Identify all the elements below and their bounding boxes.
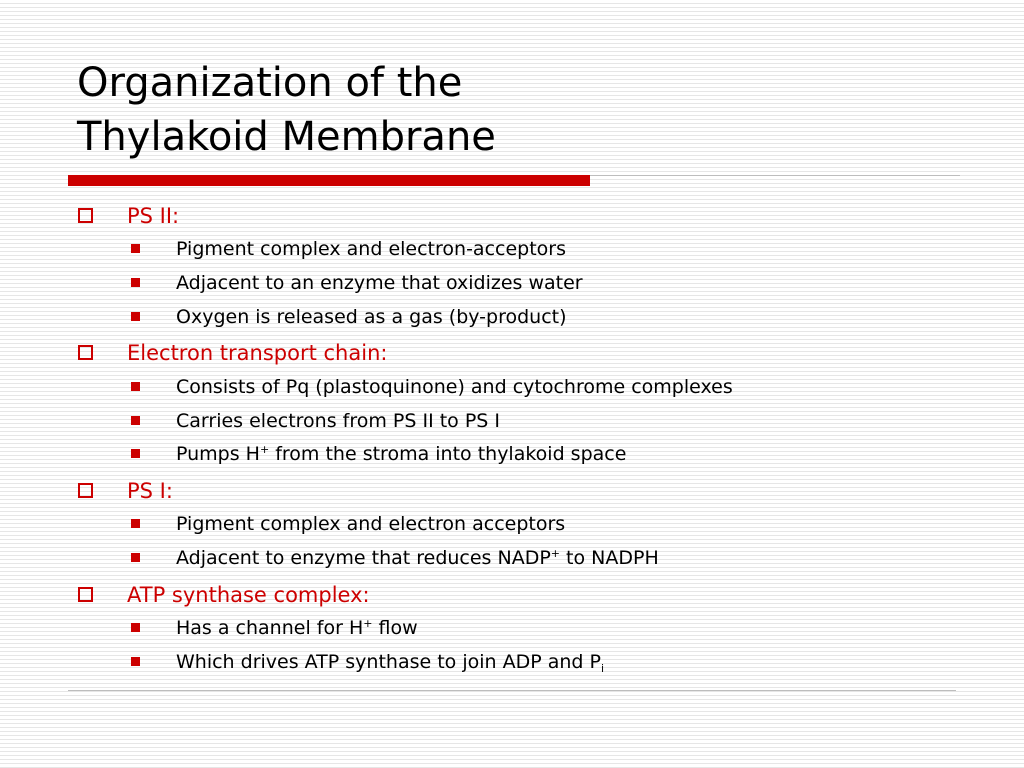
superscript: + — [550, 547, 561, 560]
filled-square-icon — [131, 449, 140, 458]
list-item: Oxygen is released as a gas (by-product) — [176, 306, 567, 328]
section-heading: PS I: — [127, 479, 173, 503]
hollow-square-icon — [78, 345, 93, 360]
slide-title-line-2: Thylakoid Membrane — [77, 114, 496, 160]
subscript: i — [600, 662, 605, 675]
list-item: Consists of Pq (plastoquinone) and cytochrome complexes — [176, 376, 733, 398]
filled-square-icon — [131, 416, 140, 425]
filled-square-icon — [131, 657, 140, 666]
hollow-square-icon — [78, 483, 93, 498]
text-part: from the stroma into thylakoid space — [269, 443, 627, 465]
list-item: Pigment complex and electron-acceptors — [176, 238, 566, 260]
text-part: Has a channel for H — [176, 617, 364, 639]
text-part: Pumps H — [176, 443, 260, 465]
slide-title-line-1: Organization of the — [77, 60, 463, 106]
hollow-square-icon — [78, 587, 93, 602]
superscript: + — [259, 443, 270, 456]
filled-square-icon — [131, 623, 140, 632]
section-heading: ATP synthase complex: — [127, 583, 370, 607]
filled-square-icon — [131, 312, 140, 321]
section-heading: PS II: — [127, 204, 180, 228]
text-part: to NADPH — [560, 547, 659, 569]
filled-square-icon — [131, 382, 140, 391]
text-part: Adjacent to enzyme that reduces NADP — [176, 547, 551, 569]
list-item: Pigment complex and electron acceptors — [176, 513, 566, 535]
list-item — [176, 441, 626, 467]
list-item — [176, 615, 418, 641]
section-heading: Electron transport chain: — [127, 341, 388, 365]
filled-square-icon — [131, 244, 140, 253]
list-item: Adjacent to an enzyme that oxidizes water — [176, 272, 583, 294]
hollow-square-icon — [78, 208, 93, 223]
filled-square-icon — [131, 519, 140, 528]
filled-square-icon — [131, 553, 140, 562]
footer-rule — [68, 690, 956, 691]
list-item — [176, 649, 604, 675]
text-part: Which drives ATP synthase to join ADP and P — [176, 651, 601, 673]
text-part: flow — [372, 617, 418, 639]
filled-square-icon — [131, 278, 140, 287]
list-item: Carries electrons from PS II to PS I — [176, 410, 500, 432]
list-item — [176, 545, 659, 571]
superscript: + — [363, 617, 373, 630]
